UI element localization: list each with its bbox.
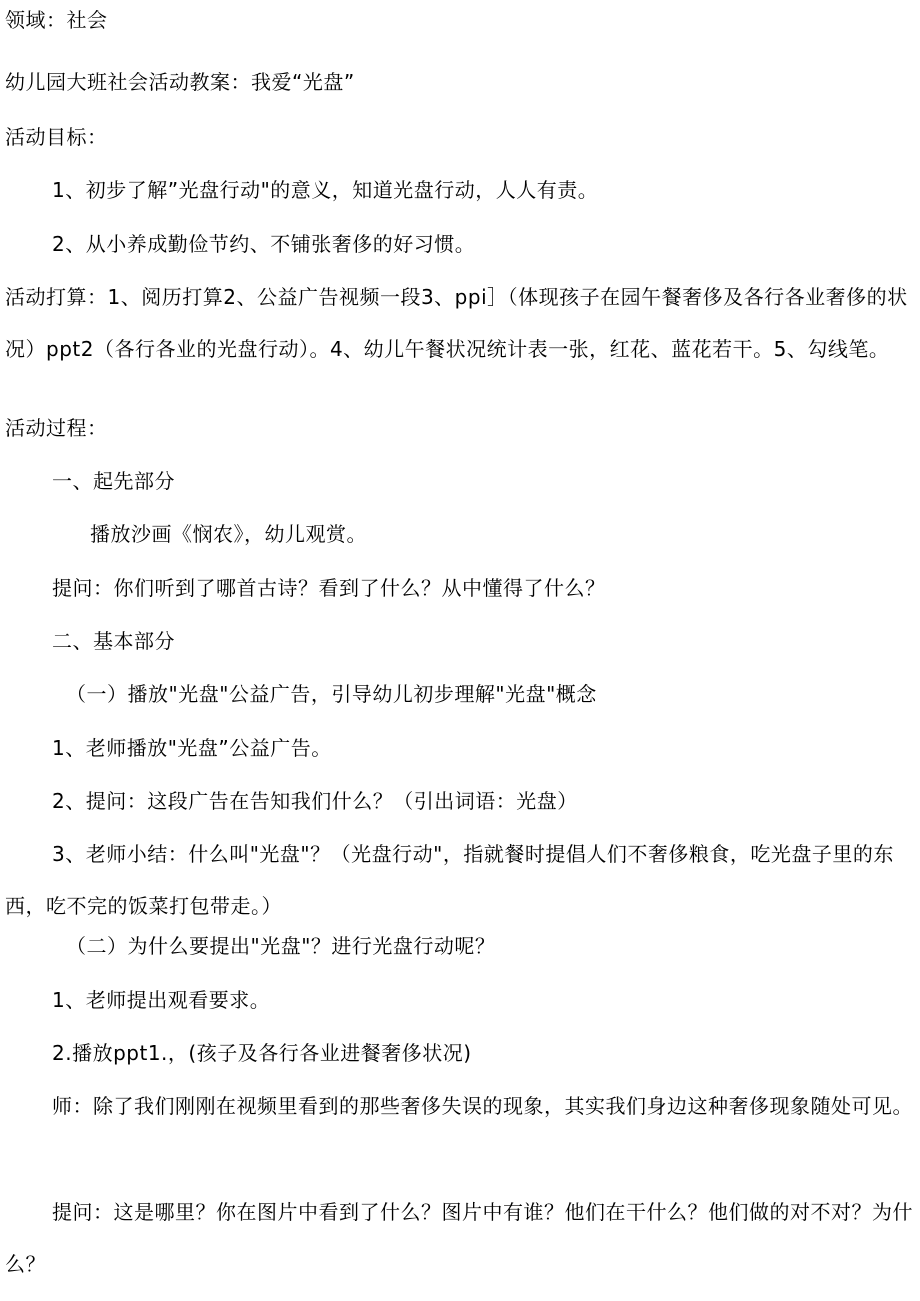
document-title: 幼儿园大班社会活动教案：我爱“光盘” — [5, 70, 355, 94]
preparation-paragraph: 活动打算：1、阅历打算2、公益广告视频一段3、ppi］（体现孩子在园午餐奢侈及各行各业奢侈的状况）ppt2（各行各业的光盘行动）。4、幼儿午餐状况统计表一张，红花、蓝花若干。5、勾线笔。 — [5, 285, 908, 361]
sub2-item-1: 1、老师提出观看要求。 — [52, 988, 271, 1012]
teacher-paragraph: 师：除了我们刚刚在视频里看到的那些奢侈失误的现象，其实我们身边这种奢侈现象随处可见。 — [52, 1094, 913, 1118]
sub2-item-2: 2.播放ppt1.，(孩子及各行各业进餐奢侈状况) — [52, 1041, 472, 1065]
sub1-item-2: 2、提问：这段广告在告知我们什么？（引出词语：光盘） — [52, 789, 578, 813]
question-paragraph: 提问：这是哪里？你在图片中看到了什么？图片中有谁？他们在干什么？他们做的对不对？为什么？ — [5, 1200, 913, 1276]
process-heading: 活动过程： — [5, 416, 108, 440]
sub1-item-3: 3、老师小结：什么叫"光盘"？（光盘行动"，指就餐时提倡人们不奢侈粮食，吃光盘子里的东西，吃不完的饭菜打包带走。） — [5, 842, 894, 918]
sub2-heading: （二）为什么要提出"光盘"？进行光盘行动呢？ — [66, 934, 496, 958]
sub1-heading: （一）播放"光盘"公益广告，引导幼儿初步理解"光盘"概念 — [66, 682, 597, 706]
goals-heading: 活动目标： — [5, 125, 108, 149]
sub1-item-1: 1、老师播放"光盘”公益广告。 — [52, 736, 332, 760]
part2-heading: 二、基本部分 — [52, 629, 175, 653]
part1-play: 播放沙画《悯农》，幼儿观赏。 — [90, 522, 367, 546]
goal-item-1: 1、初步了解”光盘行动"的意义，知道光盘行动，人人有责。 — [52, 178, 599, 202]
goal-item-2: 2、从小养成勤俭节约、不铺张奢侈的好习惯。 — [52, 232, 476, 256]
part1-question: 提问：你们听到了哪首古诗？看到了什么？从中懂得了什么？ — [52, 576, 606, 600]
part1-heading: 一、起先部分 — [52, 469, 175, 493]
domain-line: 领域：社会 — [5, 8, 108, 32]
